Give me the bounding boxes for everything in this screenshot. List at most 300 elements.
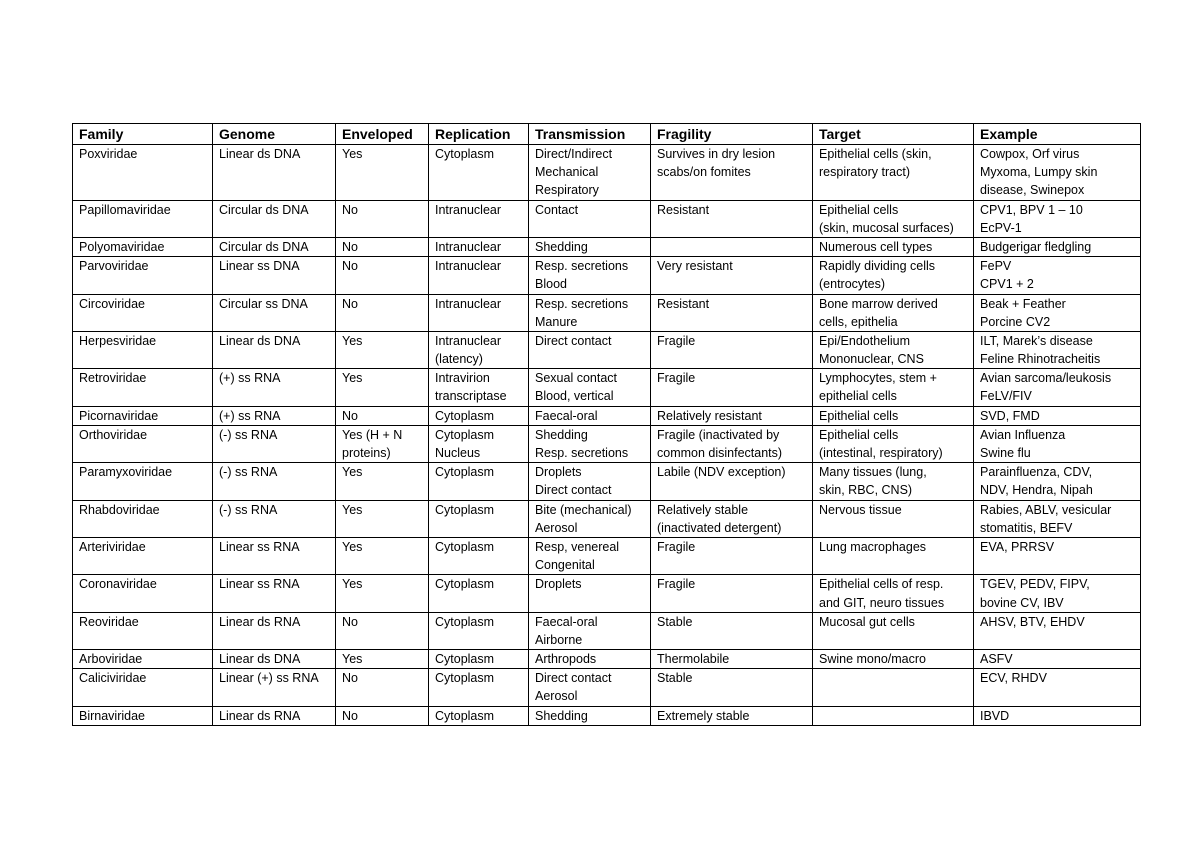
cell-line: (+) ss RNA <box>219 371 281 386</box>
replication-cell <box>429 257 529 294</box>
cell-line: Yes <box>342 502 363 517</box>
cell-line: Relatively resistant <box>657 408 762 423</box>
cell-line: Birnaviridae <box>79 708 146 723</box>
cell-line: Circular ds DNA <box>219 202 309 217</box>
cell-line: No <box>342 408 358 423</box>
transmission-cell <box>529 650 651 669</box>
replication-cell <box>429 406 529 425</box>
enveloped-cell <box>336 145 429 201</box>
cell-line: Cytoplasm <box>435 427 495 442</box>
cell-line: epithelial cells <box>819 389 897 404</box>
cell-line: TGEV, PEDV, FIPV, <box>980 577 1090 592</box>
fragility-cell <box>651 406 813 425</box>
cell-line: Direct contact <box>535 671 612 686</box>
cell-line: Cowpox, Orf virus <box>980 147 1080 161</box>
enveloped-cell <box>336 425 429 462</box>
table-row <box>73 331 1141 368</box>
replication-cell <box>429 575 529 612</box>
cell-line: Epi/Endothelium <box>819 333 911 348</box>
enveloped-cell <box>336 537 429 574</box>
cell-line: Relatively stable <box>657 502 749 517</box>
example-cell <box>974 200 1141 237</box>
cell-line: Epithelial cells (skin, <box>819 147 932 161</box>
cell-line: skin, RBC, CNS) <box>819 483 913 498</box>
cell-line: Direct contact <box>535 483 612 498</box>
cell-line: Linear ds DNA <box>219 333 301 348</box>
cell-line: (inactivated detergent) <box>657 520 782 535</box>
target-cell <box>813 575 974 612</box>
cell-line: Budgerigar fledgling <box>980 239 1092 254</box>
enveloped-cell <box>336 612 429 649</box>
fragility-cell <box>651 257 813 294</box>
fragility-cell <box>651 369 813 406</box>
cell-line: Lung macrophages <box>819 539 927 554</box>
cell-line: Very resistant <box>657 259 733 274</box>
enveloped-cell <box>336 406 429 425</box>
fragility-cell <box>651 650 813 669</box>
cell-line: Resp. secretions <box>535 446 629 460</box>
cell-line: Poxviridae <box>79 147 138 161</box>
cell-line: FePV <box>980 259 1012 274</box>
cell-line: No <box>342 671 358 686</box>
target-cell <box>813 537 974 574</box>
cell-line: EVA, PRRSV <box>980 539 1055 554</box>
example-cell <box>974 463 1141 500</box>
target-cell <box>813 425 974 462</box>
cell-line: transcriptase <box>435 389 507 404</box>
enveloped-cell <box>336 200 429 237</box>
enveloped-cell <box>336 463 429 500</box>
transmission-cell <box>529 257 651 294</box>
cell-line: Yes <box>342 465 363 480</box>
cell-line: Respiratory <box>535 183 599 198</box>
transmission-cell <box>529 500 651 537</box>
cell-line: ASFV <box>980 652 1013 667</box>
cell-line: Stable <box>657 671 693 686</box>
replication-cell <box>429 331 529 368</box>
cell-line: IBVD <box>980 708 1010 723</box>
cell-line: Contact <box>535 202 579 217</box>
example-cell <box>974 145 1141 201</box>
family-cell <box>73 200 213 237</box>
cell-line: Thermolabile <box>657 652 730 667</box>
cell-line: Linear (+) ss RNA <box>219 671 319 686</box>
cell-line: bovine CV, IBV <box>980 595 1064 610</box>
fragility-cell <box>651 425 813 462</box>
cell-line: Yes <box>342 577 363 592</box>
cell-line: Rabies, ABLV, vesicular <box>980 502 1112 517</box>
cell-line: common disinfectants) <box>657 446 783 460</box>
transmission-cell <box>529 425 651 462</box>
table-row <box>73 706 1141 725</box>
table-body <box>73 145 1141 726</box>
family-cell <box>73 425 213 462</box>
fragility-cell <box>651 537 813 574</box>
cell-line: (-) ss RNA <box>219 502 278 517</box>
example-cell <box>974 650 1141 669</box>
fragility-cell <box>651 706 813 725</box>
cell-line: Mononuclear, CNS <box>819 352 924 367</box>
cell-line: Bite (mechanical) <box>535 502 632 517</box>
family-cell <box>73 331 213 368</box>
family-cell <box>73 369 213 406</box>
cell-line: Shedding <box>535 708 588 723</box>
cell-line: Yes (H + N <box>342 427 403 442</box>
family-cell <box>73 537 213 574</box>
transmission-cell <box>529 669 651 706</box>
cell-line: Epithelial cells <box>819 427 899 442</box>
genome-cell <box>213 575 336 612</box>
cell-line: (entrocytes) <box>819 277 885 292</box>
cell-line: Porcine CV2 <box>980 314 1051 329</box>
cell-line: Intranuclear <box>435 296 502 311</box>
cell-line: Intranuclear <box>435 202 502 217</box>
transmission-cell <box>529 145 651 201</box>
genome-cell <box>213 612 336 649</box>
cell-line: Linear ds RNA <box>219 614 301 629</box>
cell-line: Linear ss RNA <box>219 577 300 592</box>
header-replication: Replication <box>429 124 529 145</box>
genome-cell <box>213 257 336 294</box>
header-family: Family <box>73 124 213 145</box>
cell-line: Picornaviridae <box>79 408 159 423</box>
cell-line: Labile (NDV exception) <box>657 465 786 480</box>
fragility-cell <box>651 145 813 201</box>
cell-line: Congenital <box>535 558 595 573</box>
cell-line <box>819 669 969 687</box>
cell-line: Cytoplasm <box>435 465 495 480</box>
cell-line: Direct/Indirect <box>535 147 613 161</box>
cell-line: Yes <box>342 371 363 386</box>
table-row <box>73 369 1141 406</box>
family-cell <box>73 237 213 256</box>
table-row <box>73 425 1141 462</box>
cell-line: Arboviridae <box>79 652 143 667</box>
target-cell <box>813 406 974 425</box>
replication-cell <box>429 294 529 331</box>
cell-line: Blood, vertical <box>535 389 614 404</box>
table-row <box>73 537 1141 574</box>
enveloped-cell <box>336 294 429 331</box>
cell-line: (-) ss RNA <box>219 465 278 480</box>
fragility-cell <box>651 294 813 331</box>
transmission-cell <box>529 406 651 425</box>
cell-line: Epithelial cells <box>819 202 899 217</box>
cell-line: Droplets <box>535 465 582 480</box>
cell-line: FeLV/FIV <box>980 389 1032 404</box>
table-row <box>73 200 1141 237</box>
cell-line: Swine flu <box>980 446 1031 460</box>
transmission-cell <box>529 575 651 612</box>
enveloped-cell <box>336 257 429 294</box>
enveloped-cell <box>336 669 429 706</box>
example-cell <box>974 331 1141 368</box>
target-cell <box>813 294 974 331</box>
genome-cell <box>213 237 336 256</box>
family-cell <box>73 706 213 725</box>
example-cell <box>974 237 1141 256</box>
replication-cell <box>429 200 529 237</box>
fragility-cell <box>651 612 813 649</box>
cell-line: Cytoplasm <box>435 652 495 667</box>
fragility-cell <box>651 500 813 537</box>
table-row <box>73 612 1141 649</box>
cell-line: Intravirion <box>435 371 490 386</box>
genome-cell <box>213 706 336 725</box>
genome-cell <box>213 425 336 462</box>
enveloped-cell <box>336 575 429 612</box>
example-cell <box>974 369 1141 406</box>
replication-cell <box>429 500 529 537</box>
genome-cell <box>213 650 336 669</box>
cell-line: Yes <box>342 333 363 348</box>
cell-line: Parvoviridae <box>79 259 149 274</box>
cell-line: Airborne <box>535 632 583 647</box>
enveloped-cell <box>336 331 429 368</box>
header-target: Target <box>813 124 974 145</box>
cell-line: Aerosol <box>535 520 578 535</box>
cell-line: Myxoma, Lumpy skin <box>980 165 1098 180</box>
cell-line: NDV, Hendra, Nipah <box>980 483 1093 498</box>
fragility-cell <box>651 200 813 237</box>
cell-line: Shedding <box>535 239 588 254</box>
replication-cell <box>429 145 529 201</box>
cell-line: Aerosol <box>535 689 578 704</box>
cell-line: (+) ss RNA <box>219 408 281 423</box>
cell-line: Herpesviridae <box>79 333 157 348</box>
transmission-cell <box>529 612 651 649</box>
family-cell <box>73 145 213 201</box>
cell-line: Beak + Feather <box>980 296 1066 311</box>
cell-line: Many tissues (lung, <box>819 465 927 480</box>
table-row <box>73 294 1141 331</box>
cell-line: Circular ds DNA <box>219 239 309 254</box>
cell-line: Mechanical <box>535 165 599 180</box>
target-cell <box>813 257 974 294</box>
table-row <box>73 575 1141 612</box>
cell-line: Orthoviridae <box>79 427 148 442</box>
cell-line: Yes <box>342 652 363 667</box>
family-cell <box>73 406 213 425</box>
target-cell <box>813 669 974 706</box>
virus-family-table <box>72 123 1141 726</box>
header-enveloped: Enveloped <box>336 124 429 145</box>
cell-line: Rapidly dividing cells <box>819 259 936 274</box>
replication-cell <box>429 650 529 669</box>
table-row <box>73 669 1141 706</box>
transmission-cell <box>529 237 651 256</box>
table-row <box>73 650 1141 669</box>
transmission-cell <box>529 537 651 574</box>
cell-line: Circoviridae <box>79 296 145 311</box>
cell-line: (-) ss RNA <box>219 427 278 442</box>
transmission-cell <box>529 331 651 368</box>
table-row <box>73 406 1141 425</box>
cell-line: Cytoplasm <box>435 671 495 686</box>
cell-line: CPV1, BPV 1 – 10 <box>980 202 1083 217</box>
target-cell <box>813 369 974 406</box>
cell-line: proteins) <box>342 446 391 460</box>
genome-cell <box>213 145 336 201</box>
cell-line: Resistant <box>657 296 710 311</box>
cell-line: Linear ss RNA <box>219 539 300 554</box>
cell-line: Manure <box>535 314 578 329</box>
table-row <box>73 500 1141 537</box>
cell-line: (latency) <box>435 352 483 367</box>
example-cell <box>974 537 1141 574</box>
cell-line: Resp. secretions <box>535 259 629 274</box>
cell-line: Rhabdoviridae <box>79 502 160 517</box>
cell-line: Nucleus <box>435 446 481 460</box>
header-transmission: Transmission <box>529 124 651 145</box>
family-cell <box>73 669 213 706</box>
genome-cell <box>213 331 336 368</box>
cell-line: No <box>342 614 358 629</box>
cell-line: Linear ds DNA <box>219 147 301 161</box>
target-cell <box>813 145 974 201</box>
enveloped-cell <box>336 706 429 725</box>
cell-line: No <box>342 708 358 723</box>
cell-line: No <box>342 259 358 274</box>
cell-line: Caliciviridae <box>79 671 147 686</box>
enveloped-cell <box>336 237 429 256</box>
cell-line: Yes <box>342 539 363 554</box>
cell-line: ILT, Marek’s disease <box>980 333 1093 348</box>
cell-line: cells, epithelia <box>819 314 898 329</box>
cell-line: Circular ss DNA <box>219 296 308 311</box>
cell-line: (skin, mucosal surfaces) <box>819 220 954 235</box>
target-cell <box>813 200 974 237</box>
cell-line: stomatitis, BEFV <box>980 520 1073 535</box>
genome-cell <box>213 369 336 406</box>
cell-line: ECV, RHDV <box>980 671 1047 686</box>
genome-cell <box>213 463 336 500</box>
cell-line: and GIT, neuro tissues <box>819 595 945 610</box>
cell-line: Linear ds RNA <box>219 708 301 723</box>
replication-cell <box>429 425 529 462</box>
cell-line: Paramyxoviridae <box>79 465 173 480</box>
replication-cell <box>429 369 529 406</box>
cell-line: Swine mono/macro <box>819 652 926 667</box>
example-cell <box>974 406 1141 425</box>
cell-line <box>657 238 808 256</box>
cell-line: Direct contact <box>535 333 612 348</box>
cell-line: disease, Swinepox <box>980 183 1085 198</box>
target-cell <box>813 706 974 725</box>
cell-line: Polyomaviridae <box>79 239 165 254</box>
cell-line: Feline Rhinotracheitis <box>980 352 1101 367</box>
cell-line: Linear ss DNA <box>219 259 300 274</box>
genome-cell <box>213 537 336 574</box>
cell-line: Extremely stable <box>657 708 750 723</box>
transmission-cell <box>529 369 651 406</box>
target-cell <box>813 612 974 649</box>
transmission-cell <box>529 200 651 237</box>
cell-line: Coronaviridae <box>79 577 157 592</box>
cell-line: scabs/on fomites <box>657 165 751 180</box>
genome-cell <box>213 406 336 425</box>
example-cell <box>974 706 1141 725</box>
family-cell <box>73 463 213 500</box>
cell-line: Cytoplasm <box>435 614 495 629</box>
example-cell <box>974 425 1141 462</box>
family-cell <box>73 575 213 612</box>
family-cell <box>73 294 213 331</box>
enveloped-cell <box>336 369 429 406</box>
fragility-cell <box>651 669 813 706</box>
cell-line: Epithelial cells of resp. <box>819 577 944 592</box>
header-row <box>73 124 1141 145</box>
cell-line: Sexual contact <box>535 371 617 386</box>
cell-line: Cytoplasm <box>435 539 495 554</box>
fragility-cell <box>651 237 813 256</box>
family-cell <box>73 650 213 669</box>
cell-line: Shedding <box>535 427 588 442</box>
cell-line: Yes <box>342 147 363 161</box>
cell-line: Droplets <box>535 577 582 592</box>
replication-cell <box>429 537 529 574</box>
cell-line: EcPV-1 <box>980 220 1022 235</box>
example-cell <box>974 575 1141 612</box>
cell-line: Linear ds DNA <box>219 652 301 667</box>
replication-cell <box>429 237 529 256</box>
cell-line: Fragile <box>657 371 696 386</box>
table-row <box>73 463 1141 500</box>
cell-line: Blood <box>535 277 567 292</box>
cell-line: CPV1 + 2 <box>980 277 1034 292</box>
transmission-cell <box>529 463 651 500</box>
genome-cell <box>213 200 336 237</box>
cell-line <box>819 707 969 725</box>
family-cell <box>73 257 213 294</box>
header-fragility: Fragility <box>651 124 813 145</box>
cell-line: Survives in dry lesion <box>657 147 776 161</box>
cell-line: Numerous cell types <box>819 239 933 254</box>
transmission-cell <box>529 294 651 331</box>
header-example: Example <box>974 124 1141 145</box>
cell-line: Fragile (inactivated by <box>657 427 780 442</box>
cell-line: Fragile <box>657 333 696 348</box>
cell-line: Avian Influenza <box>980 427 1066 442</box>
cell-line: Reoviridae <box>79 614 139 629</box>
example-cell <box>974 612 1141 649</box>
cell-line: (intestinal, respiratory) <box>819 446 943 460</box>
table-row <box>73 237 1141 256</box>
cell-line: Cytoplasm <box>435 577 495 592</box>
replication-cell <box>429 612 529 649</box>
header-genome: Genome <box>213 124 336 145</box>
target-cell <box>813 650 974 669</box>
cell-line: Arthropods <box>535 652 597 667</box>
table-row <box>73 257 1141 294</box>
cell-line: Resp, venereal <box>535 539 620 554</box>
fragility-cell <box>651 331 813 368</box>
cell-line: No <box>342 202 358 217</box>
cell-line: Cytoplasm <box>435 408 495 423</box>
cell-line: Avian sarcoma/leukosis <box>980 371 1112 386</box>
genome-cell <box>213 500 336 537</box>
cell-line: Faecal-oral <box>535 614 598 629</box>
cell-line: Cytoplasm <box>435 502 495 517</box>
fragility-cell <box>651 575 813 612</box>
example-cell <box>974 669 1141 706</box>
cell-line: Cytoplasm <box>435 708 495 723</box>
enveloped-cell <box>336 500 429 537</box>
family-cell <box>73 612 213 649</box>
cell-line: Mucosal gut cells <box>819 614 915 629</box>
target-cell <box>813 237 974 256</box>
transmission-cell <box>529 706 651 725</box>
